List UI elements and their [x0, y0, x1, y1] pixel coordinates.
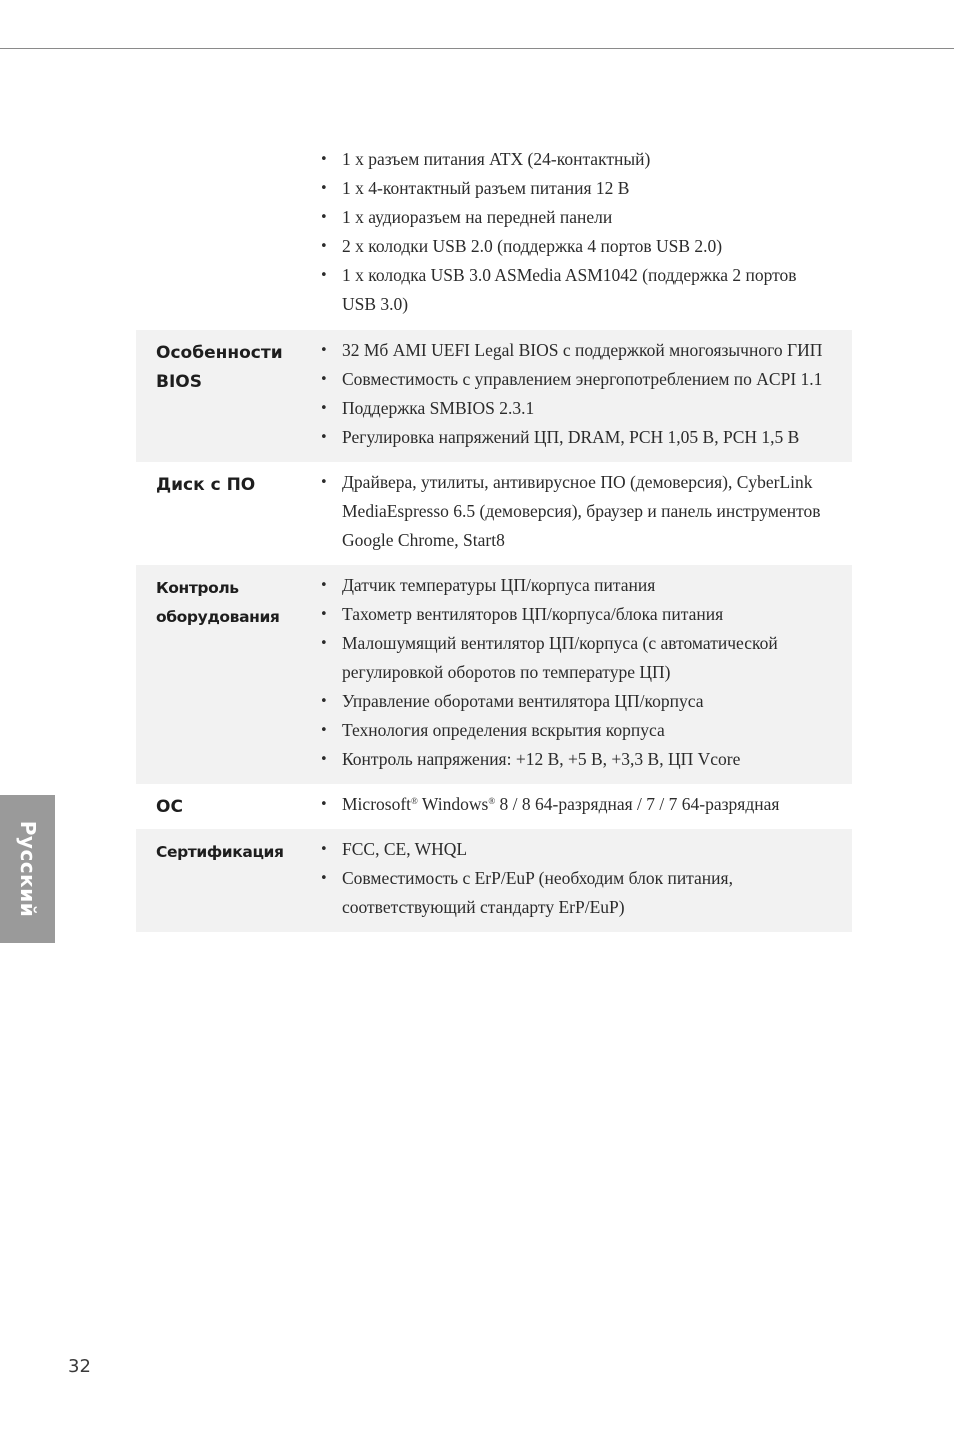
- spec-item: [306, 790, 852, 819]
- spec-item: • Управление оборотами вентилятора ЦП/корпуса: [306, 687, 852, 716]
- spec-item: • Поддержка SMBIOS 2.3.1: [306, 394, 852, 423]
- spec-label: Диск с ПО: [156, 475, 256, 495]
- spec-item: • Датчик температуры ЦП/корпуса питания: [306, 571, 852, 600]
- spec-items: [306, 784, 852, 829]
- spec-row-os: [136, 784, 852, 829]
- spec-item: • Совместимость с ErP/EuP (необходим блок питания, соответствующий стандарту ErP/EuP): [306, 864, 852, 922]
- spec-item: • Малошумящий вентилятор ЦП/корпуса (с автоматической регулировкой оборотов по температуре ЦП): [306, 629, 852, 687]
- spec-item: • 1 x аудиоразъем на передней панели: [306, 203, 852, 232]
- spec-label: Сертификация: [156, 843, 284, 861]
- spec-row-software-disc: [136, 462, 852, 565]
- spec-table: [136, 145, 852, 932]
- spec-label: [136, 145, 306, 330]
- spec-item: • 32 Мб AMI UEFI Legal BIOS с поддержкой многоязычного ГИП: [306, 336, 852, 365]
- registered-mark: ®: [488, 796, 496, 806]
- language-side-tab: [0, 795, 55, 943]
- spec-items: [306, 462, 852, 565]
- spec-items: [306, 330, 852, 462]
- registered-mark: ®: [411, 796, 418, 806]
- spec-items: [306, 829, 852, 932]
- spec-label: Особенности BIOS: [156, 343, 283, 392]
- spec-item: • 1 x 4-контактный разъем питания 12 В: [306, 174, 852, 203]
- spec-item: • Контроль напряжения: +12 В, +5 В, +3,3 В, ЦП Vcore: [306, 745, 852, 774]
- spec-item: • Технология определения вскрытия корпуса: [306, 716, 852, 745]
- spec-item: • FCC, CE, WHQL: [306, 835, 852, 864]
- spec-row-hardware-monitor: [136, 565, 852, 784]
- spec-row-certifications: [136, 829, 852, 932]
- spec-item: • Регулировка напряжений ЦП, DRAM, PCH 1,05 В, PCH 1,5 В: [306, 423, 852, 452]
- spec-item: • 1 x разъем питания ATX (24-контактный): [306, 145, 852, 174]
- header-rule: [0, 48, 954, 49]
- spec-items: [306, 565, 852, 784]
- spec-row-bios: [136, 330, 852, 462]
- spec-row-connectors: [136, 145, 852, 330]
- spec-label: ОС: [156, 797, 183, 817]
- os-text: 8 / 8 64-разрядная / 7 / 7 64-разрядная: [495, 794, 780, 814]
- spec-label: Контроль оборудования: [156, 579, 280, 626]
- spec-item: • Совместимость с управлением энергопотреблением по ACPI 1.1: [306, 365, 852, 394]
- language-tab-label: Русский: [15, 820, 40, 918]
- os-text: Windows: [417, 794, 489, 814]
- os-text: Microsoft: [342, 794, 412, 814]
- spec-item: • 2 x колодки USB 2.0 (поддержка 4 портов USB 2.0): [306, 232, 852, 261]
- spec-item: • 1 x колодка USB 3.0 ASMedia ASM1042 (поддержка 2 портов USB 3.0): [306, 261, 852, 319]
- spec-item: • Драйвера, утилиты, антивирусное ПО (демоверсия), CyberLink MediaEspresso 6.5 (демоверсия), браузер и панель инструментов Google Chrome, Start8: [306, 468, 852, 555]
- spec-items: [306, 145, 852, 330]
- page-number: 32: [68, 1356, 91, 1377]
- spec-item: • Тахометр вентиляторов ЦП/корпуса/блока питания: [306, 600, 852, 629]
